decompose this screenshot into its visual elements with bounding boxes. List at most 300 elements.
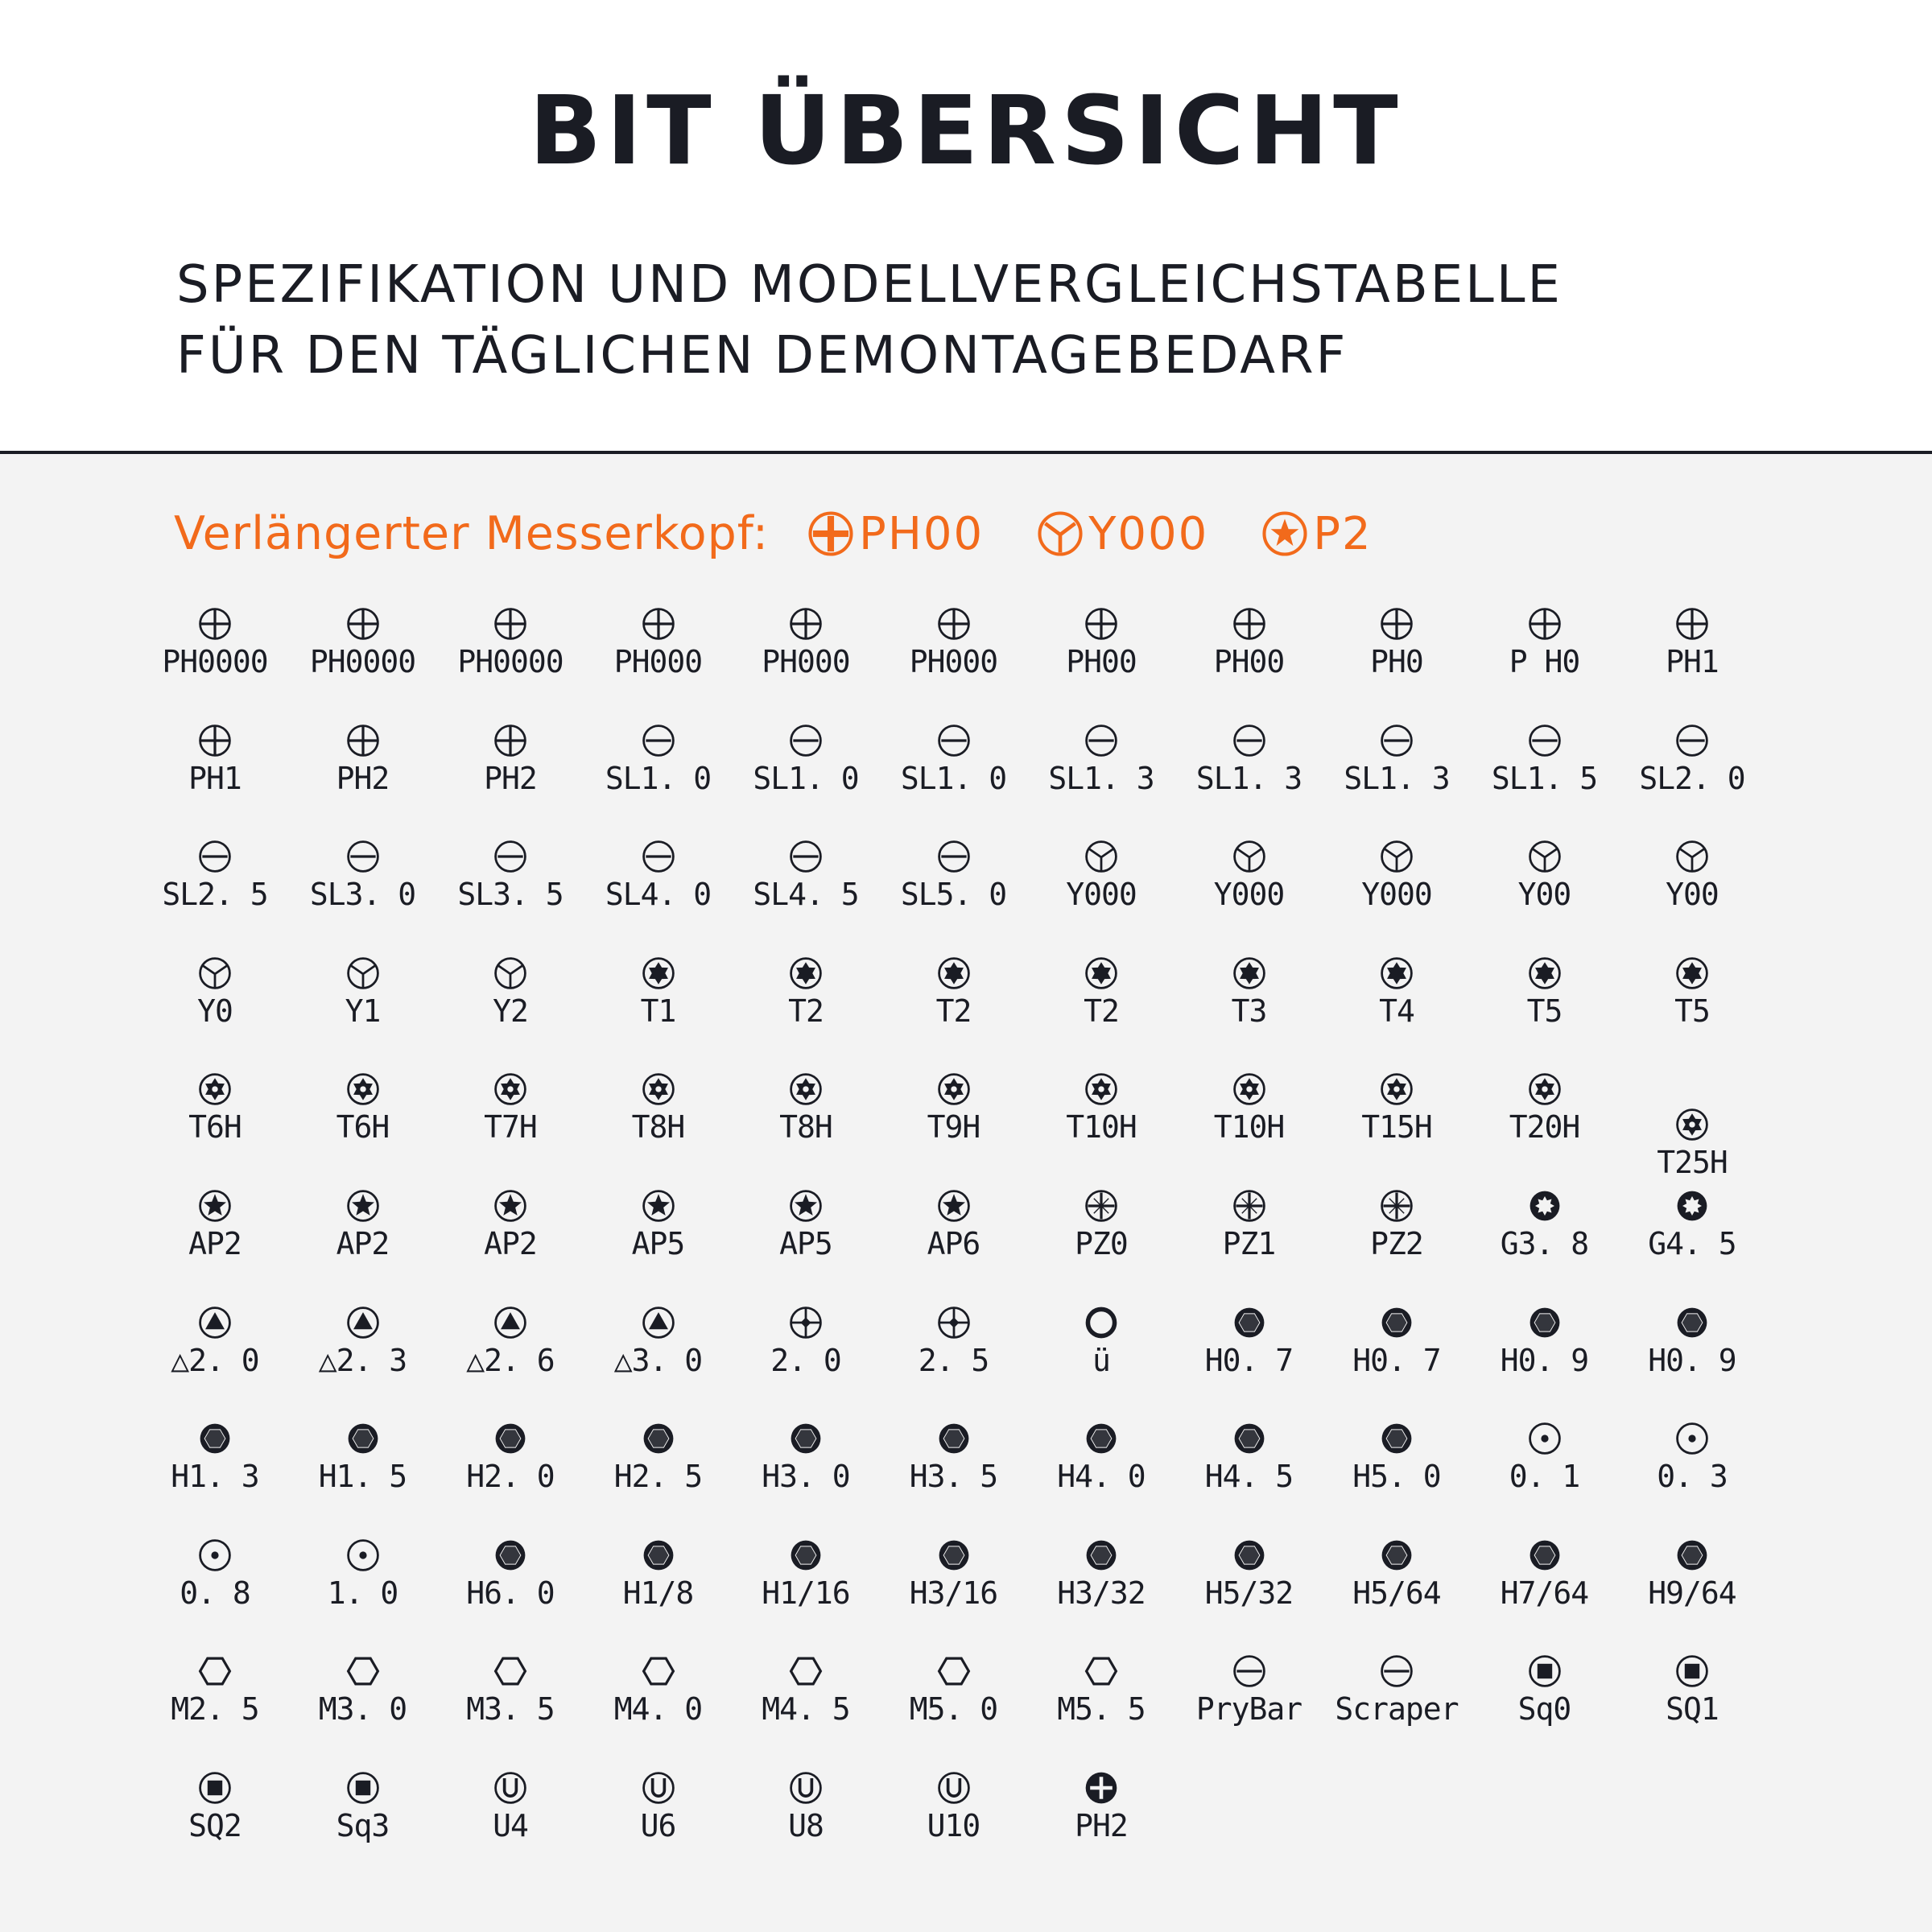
hex-icon [1231,1537,1268,1574]
pozidriv-icon [1231,1187,1268,1224]
bit-cell [1476,838,1613,927]
bit-label: 0. 1 [1509,1459,1580,1495]
bit-label: H0. 9 [1648,1342,1736,1378]
bit-cell [295,1420,431,1509]
u-icon [492,1769,529,1806]
slotted-icon [1231,1653,1268,1690]
bit-cell [1624,1304,1761,1393]
slotted-icon [1674,722,1711,759]
hex-icon [787,1420,824,1457]
bit-label: PH1 [188,760,242,796]
bit-label: T10H [1213,1109,1285,1146]
bit-cell [886,1187,1022,1276]
pentalobe-icon [935,1187,972,1224]
bit-cell [147,1537,283,1625]
bit-cell [590,1537,727,1625]
slotted-icon [1378,1653,1415,1690]
bit-label: P H0 [1509,644,1580,679]
tri-wing-icon [345,955,382,992]
slotted-icon [640,722,677,759]
bit-cell [737,1187,874,1276]
phillips-icon [1083,1769,1120,1806]
bit-cell [1476,1537,1613,1625]
bit-cell [1328,1420,1465,1509]
bit-cell [1181,1537,1318,1625]
bit-label: △2. 6 [466,1342,555,1378]
bit-label: T8H [779,1109,832,1146]
bit-label: PH0000 [457,644,564,679]
bit-cell [1033,1187,1170,1276]
bit-label: T6H [336,1109,390,1146]
bit-cell [590,605,727,694]
slotted-icon [787,838,824,875]
bit-label: △2. 0 [171,1342,259,1378]
pentalobe-icon [492,1187,529,1224]
bit-cell [147,1769,283,1858]
bit-cell [147,1187,283,1276]
bit-cell [737,1653,874,1741]
bit-label: SL4. 0 [605,877,712,913]
bit-cell [295,1187,431,1276]
bit-cell [1328,605,1465,694]
subtitle-line-1: SPEZIFIKATION UND MODELLVERGLEICHSTABELLE [176,255,1563,315]
bit-label: PH2 [1075,1808,1128,1843]
pentalobe-icon [787,1187,824,1224]
bit-label: SL1. 3 [1048,760,1154,796]
bit-label: Y00 [1666,877,1719,913]
hex-icon [196,1420,233,1457]
bit-cell [1181,1071,1318,1159]
bit-cell [1181,1304,1318,1393]
bit-cell [1624,1537,1761,1625]
hex-icon [1231,1304,1268,1341]
bit-label: T9H [927,1109,980,1146]
bit-label: PH0000 [162,644,268,679]
bit-label: M4. 0 [613,1691,703,1728]
bit-cell [737,722,874,811]
bit-label: H1. 5 [318,1459,407,1495]
bit-label: PH1 [1666,644,1719,679]
bit-label: Y000 [1213,877,1285,913]
bit-label: T20H [1509,1109,1580,1146]
torx-security-icon [196,1071,233,1108]
bit-cell [1476,1187,1613,1276]
slotted-icon [1526,722,1563,759]
phillips-icon [1231,605,1268,642]
subtitle-line-2: FÜR DEN TÄGLICHEN DEMONTAGEBEDARF [176,326,1348,386]
bit-cell [1181,1653,1318,1741]
extended-bit-label: Y000 [1088,507,1209,560]
bit-cell [442,1420,579,1509]
bit-label: M5. 0 [909,1691,998,1728]
bit-label: T8H [631,1109,685,1146]
bit-label: H3. 0 [762,1459,850,1495]
torx-icon [787,955,824,992]
bit-label: SL3. 5 [457,877,564,913]
tri-wing-icon [1231,838,1268,875]
bit-label: ü [1092,1342,1110,1378]
bit-cell [886,1537,1022,1625]
bit-cell [442,1187,579,1276]
bit-label: M2. 5 [171,1691,259,1728]
bit-cell [295,1653,431,1741]
triangle-icon [492,1304,529,1341]
bit-cell [886,722,1022,811]
torx-security-icon [640,1071,677,1108]
bit-label: AP2 [188,1226,242,1261]
bit-label: SL2. 0 [1639,760,1745,796]
triangle-icon [640,1304,677,1341]
bit-label: SL2. 5 [162,877,268,913]
bit-cell [590,1304,727,1393]
bit-cell [886,838,1022,927]
bit-cell [147,838,283,927]
bit-label: H0. 7 [1204,1342,1294,1378]
bit-cell [1624,1653,1761,1741]
ring-icon [1083,1304,1120,1341]
bit-cell [1624,955,1761,1043]
bit-label: Sq0 [1517,1691,1571,1728]
hex-icon [1526,1537,1563,1574]
torx-security-icon [1231,1071,1268,1108]
hex-outline-icon [492,1653,529,1690]
bit-cell [737,838,874,927]
bit-label: T5 [1674,993,1710,1029]
bit-cell [1624,1187,1761,1276]
hex-icon [935,1537,972,1574]
bit-label: M5. 5 [1057,1691,1146,1728]
slotted-icon [935,722,972,759]
bit-cell [147,1653,283,1741]
hex-outline-icon [787,1653,824,1690]
bit-label: U4 [493,1808,528,1843]
bit-cell [590,838,727,927]
bit-label: 0. 8 [180,1575,250,1611]
bit-label: PZ0 [1075,1226,1128,1261]
tri-wing-icon [1674,838,1711,875]
bit-label: M3. 0 [318,1691,407,1728]
gear-icon [1674,1187,1711,1224]
bit-cell [1476,1653,1613,1741]
torx-icon [1378,955,1415,992]
bit-label: SL1. 0 [605,760,712,796]
bit-label: SL1. 5 [1491,760,1598,796]
bit-cell [1476,722,1613,811]
hex-icon [640,1537,677,1574]
hex-outline-icon [196,1653,233,1690]
bit-cell [295,1537,431,1625]
dot-icon [1674,1420,1711,1457]
bit-label: PH000 [613,644,703,679]
bit-label: U8 [788,1808,824,1843]
torx-icon [640,955,677,992]
bit-label: Y1 [345,993,381,1029]
bit-cell [886,1420,1022,1509]
bit-label: H1/8 [622,1575,694,1611]
tri-wing-icon [196,955,233,992]
bit-cell [295,1071,431,1159]
bit-cell [147,1304,283,1393]
bit-cell [737,955,874,1043]
phillips-icon [345,722,382,759]
bit-cell [1181,605,1318,694]
bit-cell [1181,838,1318,927]
bit-cell [1033,955,1170,1043]
bit-label: H5/64 [1352,1575,1441,1611]
torx-security-icon [492,1071,529,1108]
torx-icon [1231,955,1268,992]
hex-icon [787,1537,824,1574]
bit-cell [1624,838,1761,927]
slotted-icon [640,838,677,875]
phillips-icon [196,605,233,642]
bit-cell [442,605,579,694]
bit-cell [1624,722,1761,811]
extended-bit-label: P2 [1313,507,1373,560]
bit-cell [147,955,283,1043]
bit-label: PH00 [1066,644,1137,679]
bit-label: 2. 0 [770,1342,841,1378]
phillips-icon [935,605,972,642]
extended-bits-label: Verlängerter Messerkopf: [174,507,770,560]
phillips-icon [492,722,529,759]
bit-cell [295,838,431,927]
bit-label: Scraper [1335,1691,1459,1728]
phillips-icon [492,605,529,642]
tri-wing-icon [1083,838,1120,875]
bit-label: SL1. 0 [900,760,1007,796]
torx-security-icon [1674,1106,1711,1143]
bit-cell [886,1769,1022,1858]
u-icon [787,1769,824,1806]
bit-label: G3. 8 [1500,1226,1589,1261]
bit-cell [295,1304,431,1393]
tri-wing-icon [1378,838,1415,875]
bit-cell [295,955,431,1043]
square-icon [345,1769,382,1806]
bit-label: U10 [927,1808,980,1843]
pentalobe-icon [640,1187,677,1224]
bit-label: T5 [1526,993,1563,1029]
bit-label: PH00 [1213,644,1285,679]
tri-wing-icon [492,955,529,992]
pentalobe-icon [196,1187,233,1224]
triangle-icon [345,1304,382,1341]
page-title: BIT ÜBERSICHT [529,75,1403,186]
bit-label: H0. 9 [1500,1342,1589,1378]
bit-cell [442,1769,579,1858]
bit-label: AP5 [631,1226,685,1261]
bit-cell [886,955,1022,1043]
extended-bit-label: PH00 [859,507,985,560]
bit-label: AP5 [779,1226,832,1261]
bit-cell [295,605,431,694]
bit-cell [295,722,431,811]
hex-icon [1083,1537,1120,1574]
torx-security-icon [345,1071,382,1108]
bit-label: T15H [1361,1109,1432,1146]
bit-cell [1181,722,1318,811]
hex-icon [1378,1537,1415,1574]
bit-cell [1328,838,1465,927]
bit-label: SQ1 [1666,1691,1719,1728]
pozidriv-icon [1378,1187,1415,1224]
bit-label: PZ1 [1222,1226,1276,1261]
bit-cell [737,605,874,694]
bit-label: H4. 0 [1057,1459,1146,1495]
gear-icon [1526,1187,1563,1224]
bit-label: H0. 7 [1352,1342,1441,1378]
bit-cell [590,1071,727,1159]
bit-label: PZ2 [1370,1226,1423,1261]
u-icon [935,1769,972,1806]
slotted-icon [196,838,233,875]
bit-cell [1033,1769,1170,1858]
bit-label: T25H [1657,1145,1728,1181]
bit-label: Y00 [1517,877,1571,913]
bit-cell [590,1420,727,1509]
bit-cell [1033,1653,1170,1741]
bit-label: H2. 0 [466,1459,555,1495]
slotted-icon [935,838,972,875]
phillips-icon [196,722,233,759]
bit-label: AP2 [484,1226,537,1261]
bit-cell [147,605,283,694]
bit-label: AP6 [927,1226,980,1261]
square-icon [1674,1653,1711,1690]
hex-icon [1083,1420,1120,1457]
bit-label: T2 [1084,993,1119,1029]
bit-cell [1033,1420,1170,1509]
bit-cell [1328,1653,1465,1741]
bit-label: T1 [640,993,676,1029]
bit-label: PH0000 [309,644,416,679]
triangle-icon [196,1304,233,1341]
bit-label: T7H [484,1109,537,1146]
slotted-icon [1231,722,1268,759]
bit-label: AP2 [336,1226,390,1261]
bit-label: Y000 [1066,877,1137,913]
hex-icon [1674,1304,1711,1341]
slotted-icon [345,838,382,875]
cross-icon [935,1304,972,1341]
slotted-icon [1378,722,1415,759]
bit-cell [1328,722,1465,811]
bit-label: Y0 [197,993,233,1029]
bit-cell [442,1537,579,1625]
hex-icon [1378,1304,1415,1341]
hex-outline-icon [345,1653,382,1690]
bit-cell [1033,838,1170,927]
bit-label: T2 [935,993,972,1029]
torx-icon [1526,955,1563,992]
bit-label: U6 [640,1808,676,1843]
bit-cell [1624,605,1761,694]
phillips-icon [640,605,677,642]
bit-cell [1624,1420,1761,1509]
pozidriv-icon [1083,1187,1120,1224]
torx-security-icon [1526,1071,1563,1108]
hex-icon [492,1420,529,1457]
bit-label: Sq3 [336,1808,390,1843]
hex-icon [1231,1420,1268,1457]
bit-cell [1033,722,1170,811]
bit-label: M4. 5 [762,1691,850,1728]
slotted-icon [492,838,529,875]
bit-label: H4. 5 [1204,1459,1294,1495]
bit-label: H5. 0 [1352,1459,1441,1495]
dot-icon [345,1537,382,1574]
bit-cell [442,955,579,1043]
bit-label: 1. 0 [327,1575,398,1611]
bit-label: 2. 5 [918,1342,989,1378]
bit-label: SL1. 0 [753,760,859,796]
bit-cell [1624,1071,1761,1181]
bit-cell [886,1304,1022,1393]
bit-cell [1328,1187,1465,1276]
bit-cell [1181,1420,1318,1509]
slotted-icon [787,722,824,759]
bit-cell [590,955,727,1043]
tri-wing-icon [1526,838,1563,875]
bit-label: SQ2 [188,1808,242,1843]
bit-cell [1328,1304,1465,1393]
phillips-icon [1083,605,1120,642]
bit-cell [147,722,283,811]
pentalobe-icon [345,1187,382,1224]
bit-cell [1476,605,1613,694]
bit-cell [1328,955,1465,1043]
bit-label: H9/64 [1648,1575,1736,1611]
bit-cell [590,722,727,811]
bit-label: SL5. 0 [900,877,1007,913]
bit-cell [737,1304,874,1393]
hex-icon [492,1537,529,1574]
bit-cell [737,1420,874,1509]
bit-cell [1476,1420,1613,1509]
torx-icon [935,955,972,992]
bit-label: △2. 3 [318,1342,407,1378]
bit-cell [442,1071,579,1159]
bit-cell [886,1071,1022,1159]
bit-label: SL1. 3 [1344,760,1450,796]
bit-cell [1328,1071,1465,1159]
bit-label: PH000 [762,644,850,679]
bit-cell [442,1304,579,1393]
bit-label: △3. 0 [613,1342,703,1378]
phillips-icon [1378,605,1415,642]
hex-outline-icon [935,1653,972,1690]
bit-label: H6. 0 [466,1575,555,1611]
torx-icon [1674,955,1711,992]
bit-label: H5/32 [1204,1575,1294,1611]
bit-label: T3 [1231,993,1267,1029]
bit-label: H1/16 [762,1575,850,1611]
bit-label: SL4. 5 [753,877,859,913]
bit-cell [737,1537,874,1625]
hex-icon [1378,1420,1415,1457]
bit-cell [147,1071,283,1159]
cross-icon [787,1304,824,1341]
hex-outline-icon [640,1653,677,1690]
dot-icon [196,1537,233,1574]
bit-label: T2 [788,993,824,1029]
phillips-icon [1674,605,1711,642]
bit-label: SL1. 3 [1195,760,1302,796]
bit-cell [590,1187,727,1276]
bit-label: H2. 5 [613,1459,703,1495]
torx-security-icon [1083,1071,1120,1108]
